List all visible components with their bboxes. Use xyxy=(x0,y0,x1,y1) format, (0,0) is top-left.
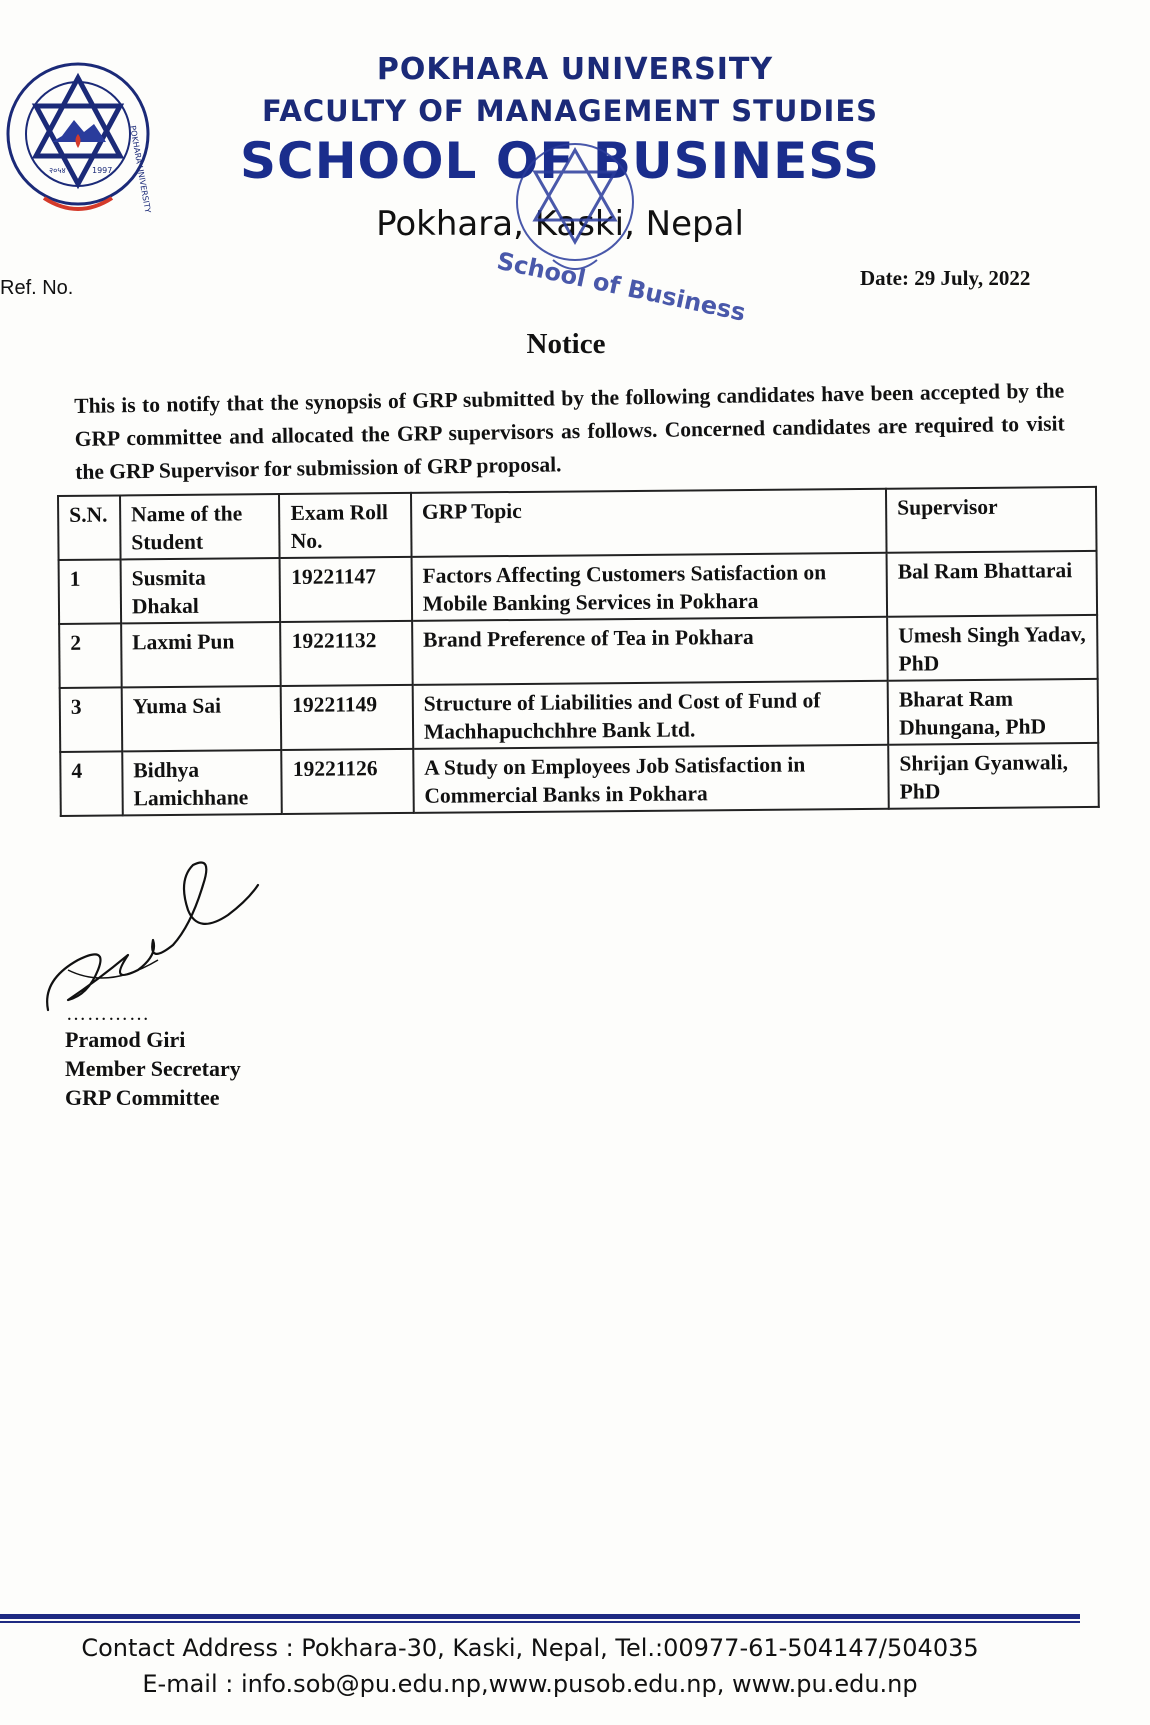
cell-supervisor: Bharat Ram Dhungana, PhD xyxy=(888,679,1098,745)
header-roll-no: Exam Roll No. xyxy=(279,493,411,558)
cell-supervisor: Bal Ram Bhattarai xyxy=(887,551,1097,617)
footer-email: E-mail : info.sob@pu.edu.np,www.pusob.edu.np, www.pu.edu.np xyxy=(142,1670,918,1698)
header-student-name: Name of the Student xyxy=(120,494,280,559)
svg-text:POKHARA UNIVERSITY: POKHARA UNIVERSITY xyxy=(128,124,153,214)
footer xyxy=(0,1630,1060,1702)
signatory-block xyxy=(65,1025,241,1112)
reference-number-label: Ref. No. xyxy=(0,277,74,299)
cell-sn: 2 xyxy=(59,623,122,688)
allocation-table-wrapper xyxy=(57,486,1100,817)
cell-student-name: Bidhya Lamichhane xyxy=(122,750,282,815)
table-header-row xyxy=(58,487,1097,560)
signatory-designation: Member Secretary xyxy=(65,1056,241,1081)
footer-contact: Contact Address : Pokhara-30, Kaski, Nepal, Tel.:00977-61-504147/504035 xyxy=(81,1634,979,1662)
notice-paragraph: This is to notify that the synopsis of GRP submitted by the following candidates have been accepted by the GRP committee and allocated the GRP supervisors as follows. Concerned candidates are required to visit the GRP Supervisor for submission of GRP proposal. xyxy=(74,378,1065,484)
signatory-committee: GRP Committee xyxy=(65,1085,220,1110)
official-stamp xyxy=(475,120,749,327)
cell-student-name: Laxmi Pun xyxy=(121,622,281,687)
faculty-name: FACULTY OF MANAGEMENT STUDIES xyxy=(261,94,879,128)
cell-student-name: Susmita Dhakal xyxy=(121,558,281,623)
footer-rule xyxy=(0,1614,1080,1619)
cell-grp-topic: Factors Affecting Customers Satisfaction on Mobile Banking Services in Pokhara xyxy=(411,553,887,621)
school-address: Pokhara, Kaski, Nepal xyxy=(376,204,744,244)
table-row xyxy=(59,551,1098,624)
cell-roll-no: 19221126 xyxy=(282,749,414,814)
cell-grp-topic: Brand Preference of Tea in Pokhara xyxy=(412,617,888,685)
allocation-table xyxy=(57,486,1100,817)
cell-supervisor: Shrijan Gyanwali, PhD xyxy=(888,743,1098,809)
cell-sn: 1 xyxy=(59,559,122,624)
footer-rule-thin xyxy=(0,1621,1080,1623)
notice-title: Notice xyxy=(526,328,606,360)
cell-student-name: Yuma Sai xyxy=(122,686,282,751)
table-row xyxy=(60,679,1099,752)
svg-text:1997: 1997 xyxy=(92,166,113,175)
cell-roll-no: 19221147 xyxy=(280,557,412,622)
cell-roll-no: 19221149 xyxy=(281,685,413,750)
school-name: SCHOOL OF BUSINESS xyxy=(240,132,880,190)
cell-sn: 3 xyxy=(60,687,123,752)
cell-grp-topic: A Study on Employees Job Satisfaction in Commercial Banks in Pokhara xyxy=(413,745,889,813)
table-row xyxy=(60,743,1099,816)
signature-line: ………… xyxy=(66,1003,150,1025)
header-grp-topic: GRP Topic xyxy=(411,489,887,557)
cell-sn: 4 xyxy=(60,751,123,816)
header-sn: S.N. xyxy=(58,495,121,560)
university-name: POKHARA UNIVERSITY xyxy=(376,52,774,87)
signatory-name: Pramod Giri xyxy=(65,1027,186,1052)
cell-supervisor: Umesh Singh Yadav, PhD xyxy=(887,615,1097,681)
header-supervisor: Supervisor xyxy=(886,487,1096,553)
cell-grp-topic: Structure of Liabilities and Cost of Fund of Machhapuchchhre Bank Ltd. xyxy=(412,681,888,749)
svg-text:२०५४: २०५४ xyxy=(49,166,66,175)
cell-roll-no: 19221132 xyxy=(281,621,413,686)
notice-date: Date: 29 July, 2022 xyxy=(860,266,1031,290)
svg-text:School of Business: School of Business xyxy=(494,246,749,327)
table-row xyxy=(59,615,1098,688)
